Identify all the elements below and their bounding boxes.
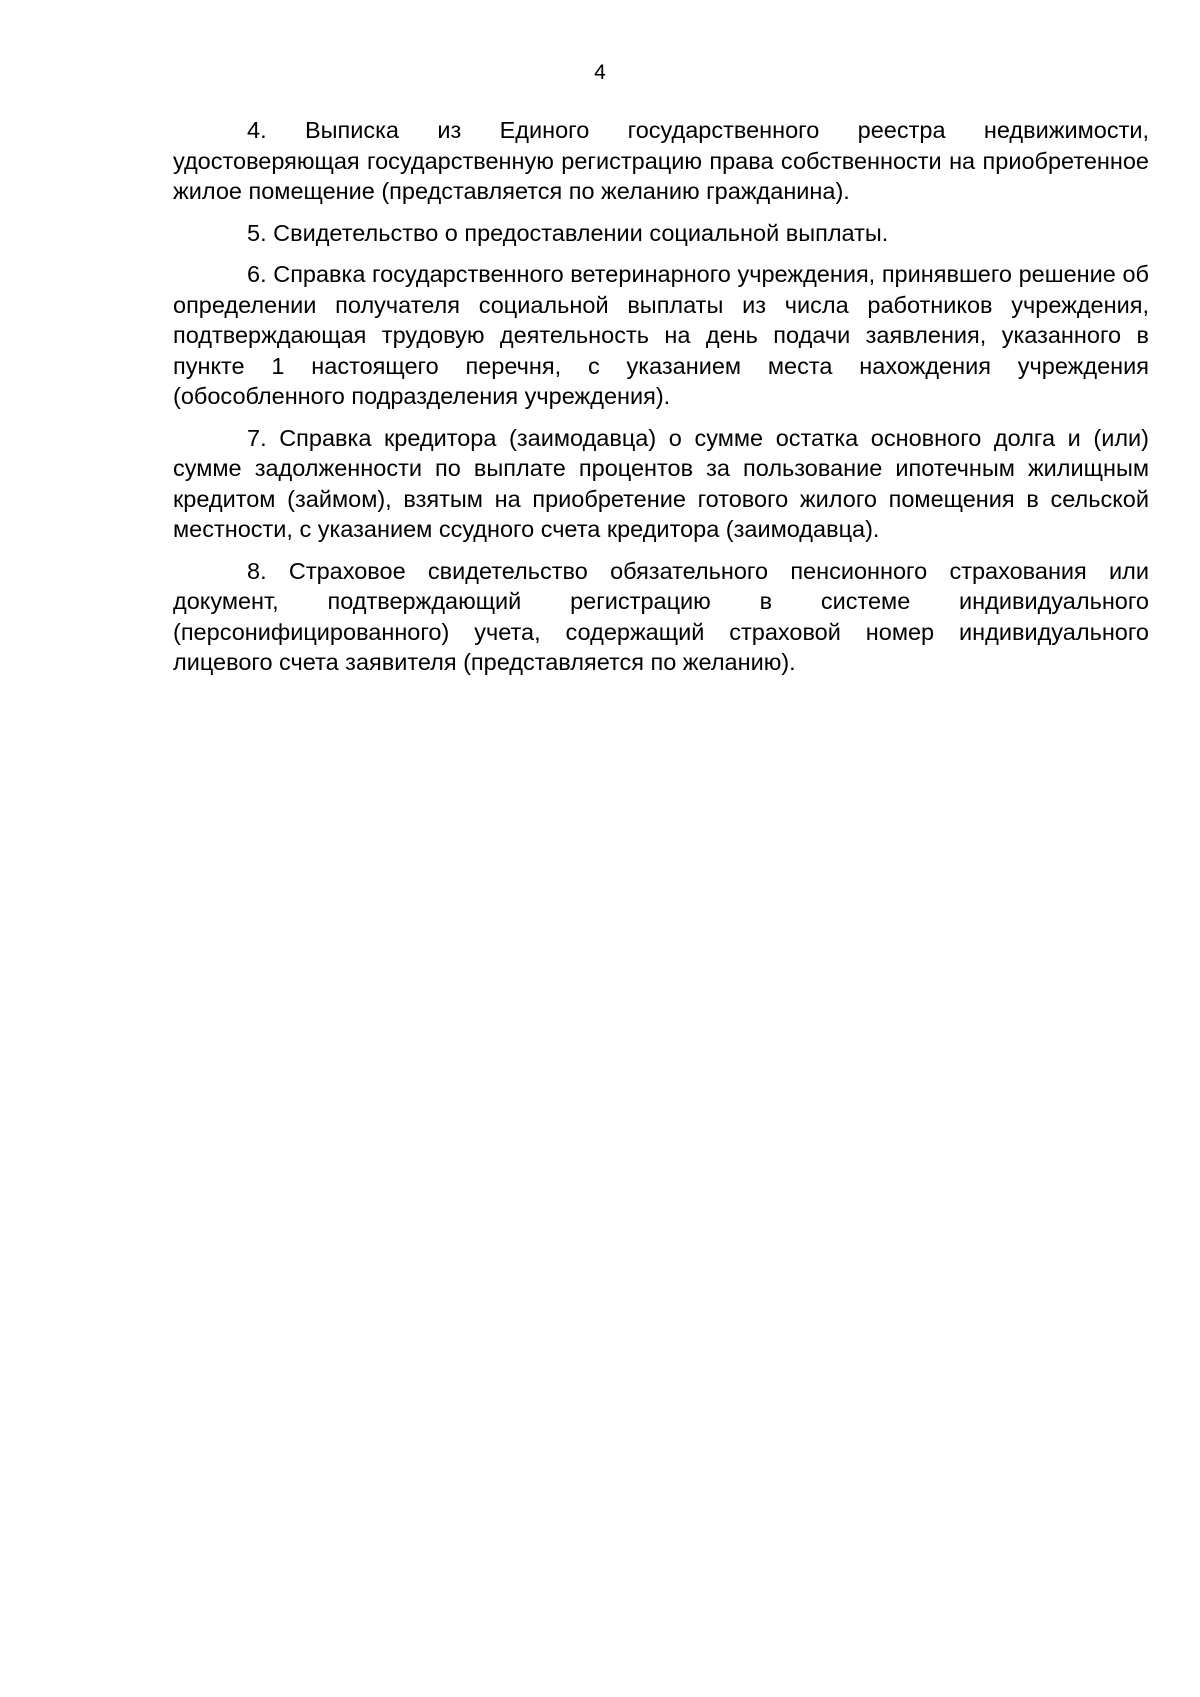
list-item-5: 5. Свидетельство о предоставлении социальной выплаты. — [247, 219, 889, 246]
list-item-4: 4. Выписка из Единого государственного реестра недвижимости, удостоверяющая государственную регистрацию права собственности на приобретенное жилое помещение (представляется по желанию гражданина). — [173, 117, 1149, 204]
list-item-7: 7. Справка кредитора (заимодавца) о сумме остатка основного долга и (или) сумме задолженности по выплате процентов за пользование ипотечным жилищным кредитом (займом), взятым на приобретение готового жилого помещения в сельской местности, с указанием ссудного счета кредитора (заимодавца). — [173, 424, 1149, 542]
list-item-6: 6. Справка государственного ветеринарного учреждения, принявшего решение об определении получателя социальной выплаты из числа работников учреждения, подтверждающая трудовую деятельность на день подачи заявления, указанного в пункте 1 настоящего перечня, с указанием места нахождения учреждения (обособленного подразделения учреждения). — [173, 261, 1149, 409]
document-body — [173, 115, 1149, 689]
list-item-8: 8. Страховое свидетельство обязательного пенсионного страхования или документ, подтверждающий регистрацию в системе индивидуального (персонифицированного) учета, содержащий страховой номер индивидуального лицевого счета заявителя (представляется по желанию). — [173, 557, 1149, 675]
page-number: 4 — [594, 61, 606, 84]
